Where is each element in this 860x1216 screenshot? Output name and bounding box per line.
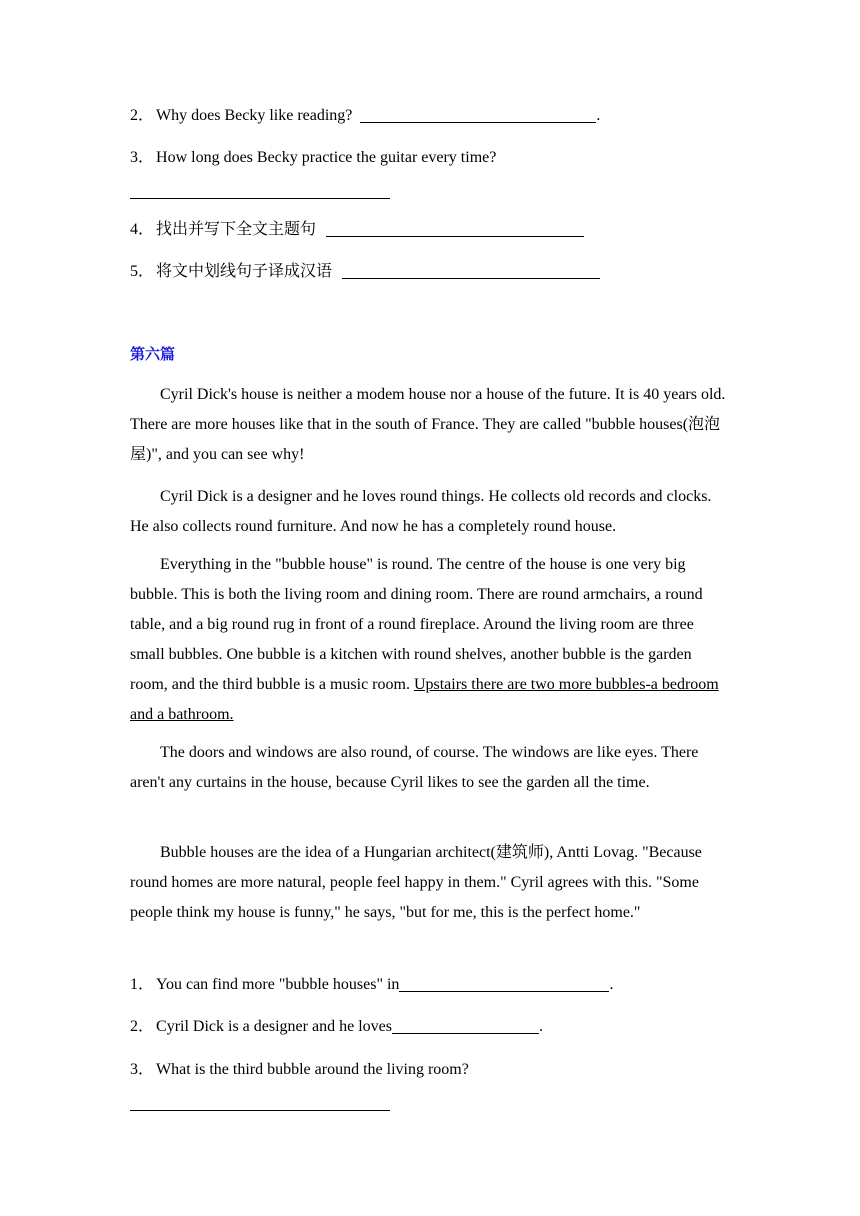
question-text: 将文中划线句子译成汉语: [156, 263, 333, 280]
question-top-4: 4． 找出并写下全文主题句: [130, 220, 584, 240]
question-text: Why does Becky like reading?: [156, 107, 353, 124]
answer-line[interactable]: [130, 1110, 390, 1111]
answer-line[interactable]: [130, 198, 390, 199]
question-text: Cyril Dick is a designer and he loves: [156, 1018, 392, 1035]
question-top-5: 5． 将文中划线句子译成汉语: [130, 262, 600, 282]
paragraph-3: Everything in the "bubble house" is round. The centre of the house is one very big bubble. This is both the living room and dining room. There are round armchairs, a round table, and a big round rug in front of a round fireplace. Around the living room are three small bubbles. One bubble is a kitchen with round shelves, another bubble is the garden room, and the third bubble is a music room. Upstairs there are two more bubbles-a bedroom and a bathroom.: [130, 556, 719, 723]
question-text: 找出并写下全文主题句: [156, 221, 317, 238]
question-text: How long does Becky practice the guitar every time?: [156, 149, 497, 166]
question-text: You can find more "bubble houses" in: [156, 976, 400, 993]
answer-blank[interactable]: [360, 106, 596, 123]
question-text: What is the third bubble around the living room?: [156, 1061, 469, 1078]
question-top-3: 3． How long does Becky practice the guitar every time?: [130, 149, 497, 166]
section-title: 第六篇: [130, 345, 176, 363]
question-bottom-1: 1． You can find more "bubble houses" in .: [130, 976, 614, 993]
answer-blank[interactable]: [342, 262, 600, 279]
question-bottom-2: 2． Cyril Dick is a designer and he loves .: [130, 1018, 543, 1035]
paragraph-5: Bubble houses are the idea of a Hungarian architect(建筑师), Antti Lovag. "Because round homes are more natural, people feel happy in them." Cyril agrees with this. "Some people think my house is funny," he says, "but for me, this is the perfect home.": [130, 844, 702, 921]
paragraph-1: Cyril Dick's house is neither a modem house nor a house of the future. It is 40 years old. There are more houses like that in the south of France. They are called "bubble houses(泡泡屋)", and you can see why!: [130, 386, 726, 463]
underlined-sentence: Upstairs there are two more bubbles-a bedroom and a bathroom.: [130, 676, 719, 723]
answer-blank[interactable]: [399, 975, 609, 992]
question-top-2: 2． Why does Becky like reading? .: [130, 107, 601, 124]
paragraph-2: Cyril Dick is a designer and he loves round things. He collects old records and clocks. He also collects round furniture. And now he has a completely round house.: [130, 488, 712, 535]
question-bottom-3: 3． What is the third bubble around the living room?: [130, 1061, 469, 1078]
answer-blank[interactable]: [326, 220, 584, 237]
paragraph-4: The doors and windows are also round, of course. The windows are like eyes. There aren't any curtains in the house, because Cyril likes to see the garden all the time.: [130, 744, 699, 791]
answer-blank[interactable]: [392, 1017, 539, 1034]
